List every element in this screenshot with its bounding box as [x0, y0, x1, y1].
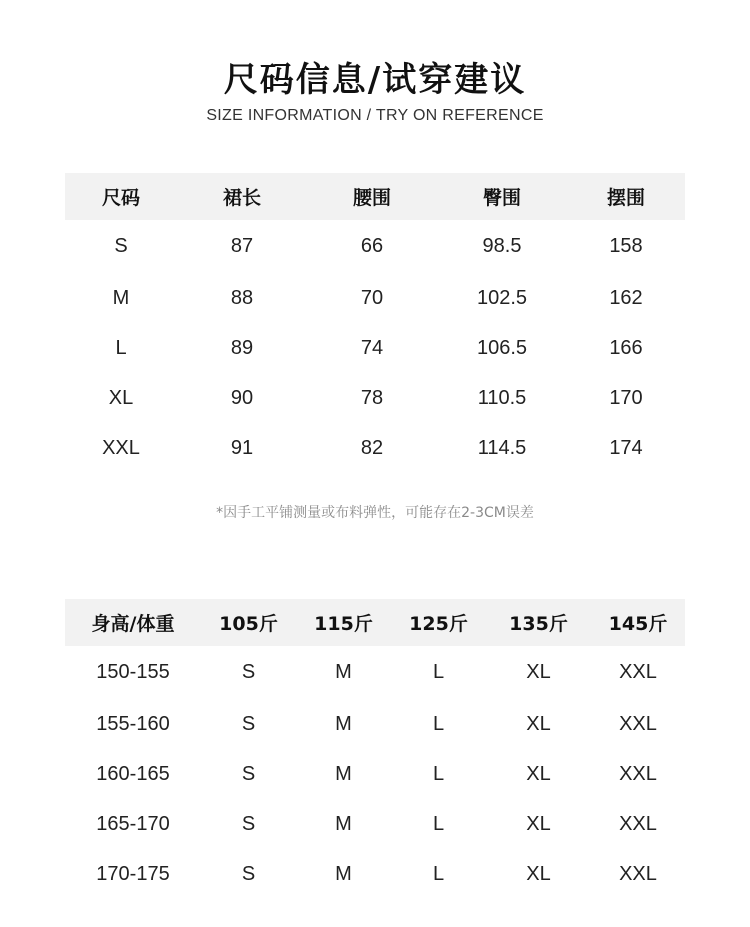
table-row: [65, 373, 685, 423]
header-cell: 摆围: [567, 173, 685, 220]
table-cell: 91: [230, 436, 254, 459]
table-cell: S: [241, 661, 256, 683]
header-cell: 115斤: [296, 599, 391, 646]
table-cell: L: [432, 712, 445, 735]
table-row: [65, 323, 685, 373]
measurement-note: *因手工平铺测量或布料弹性，可能存在2-3CM误差: [216, 505, 534, 521]
table-cell: 98.5: [482, 235, 522, 257]
table-cell: 88: [230, 286, 254, 309]
table-cell: 174: [609, 436, 643, 459]
page-subtitle: SIZE INFORMATION / TRY ON REFERENCE: [206, 107, 544, 124]
table-cell: XL: [526, 812, 551, 835]
table-cell: S: [114, 235, 128, 257]
table-row: [65, 849, 685, 899]
table-cell: 74: [360, 336, 384, 359]
table-cell: 82: [360, 436, 384, 459]
table-cell: L: [432, 812, 445, 835]
table-cell: 162: [609, 286, 643, 309]
table-cell: L: [432, 862, 445, 885]
table-cell: S: [241, 812, 256, 835]
table-cell: 66: [360, 235, 384, 257]
table-cell: 78: [360, 386, 384, 409]
table-cell: 155-160: [96, 712, 170, 735]
table-cell: 160-165: [96, 762, 170, 785]
header-cell: 臀围: [437, 173, 567, 220]
table-cell: 170-175: [96, 862, 170, 885]
header-cell: 145斤: [591, 599, 685, 646]
header-cell: 135斤: [486, 599, 591, 646]
table-cell: 89: [230, 336, 254, 359]
table-row: [65, 699, 685, 749]
table-cell: L: [115, 336, 127, 359]
table-cell: XXL: [102, 436, 140, 459]
table-cell: L: [432, 762, 445, 785]
table-cell: M: [335, 762, 352, 785]
table-cell: M: [335, 812, 352, 835]
header-cell: 尺码: [65, 173, 177, 220]
table-row: [65, 220, 685, 273]
table-cell: XXL: [619, 712, 657, 735]
header-cell: 125斤: [391, 599, 486, 646]
table-cell: XXL: [619, 862, 657, 885]
table-cell: 114.5: [477, 436, 527, 459]
table-cell: 165-170: [96, 812, 170, 835]
table-cell: L: [432, 661, 445, 683]
table-row: [65, 799, 685, 849]
table-cell: XL: [108, 386, 134, 409]
table-cell: 87: [230, 235, 254, 257]
table-cell: 90: [230, 386, 254, 409]
table-cell: XL: [526, 862, 551, 885]
page-title: 尺码信息/试穿建议: [223, 60, 527, 100]
table-cell: XL: [526, 712, 551, 735]
table-cell: XXL: [619, 812, 657, 835]
table-cell: 166: [609, 336, 643, 359]
header-cell: 腰围: [307, 173, 437, 220]
table-row: [65, 749, 685, 799]
table-header-row: [65, 599, 685, 646]
table-cell: M: [335, 661, 352, 683]
table-row: [65, 423, 685, 473]
table-cell: 110.5: [477, 386, 527, 409]
table-cell: M: [112, 286, 130, 309]
table-cell: S: [241, 712, 256, 735]
table-cell: 70: [360, 286, 384, 309]
table-cell: 170: [609, 386, 643, 409]
table-row: [65, 273, 685, 323]
table-cell: 158: [609, 235, 643, 257]
table-cell: XXL: [619, 661, 657, 683]
table-cell: M: [335, 862, 352, 885]
table-header-row: [65, 173, 685, 220]
table-cell: XXL: [619, 762, 657, 785]
table-cell: S: [241, 862, 256, 885]
table-cell: 102.5: [476, 286, 528, 309]
size-info-table: [65, 173, 685, 473]
header-cell: 105斤: [201, 599, 296, 646]
table-row: [65, 646, 685, 699]
header-cell: 裙长: [177, 173, 307, 220]
table-cell: XL: [526, 661, 551, 683]
table-cell: 150-155: [96, 661, 170, 683]
table-cell: M: [335, 712, 352, 735]
header-cell: 身高/体重: [65, 599, 201, 646]
table-cell: 106.5: [476, 336, 528, 359]
table-cell: S: [241, 762, 256, 785]
try-on-reference-table: [65, 599, 685, 899]
table-cell: XL: [526, 762, 551, 785]
